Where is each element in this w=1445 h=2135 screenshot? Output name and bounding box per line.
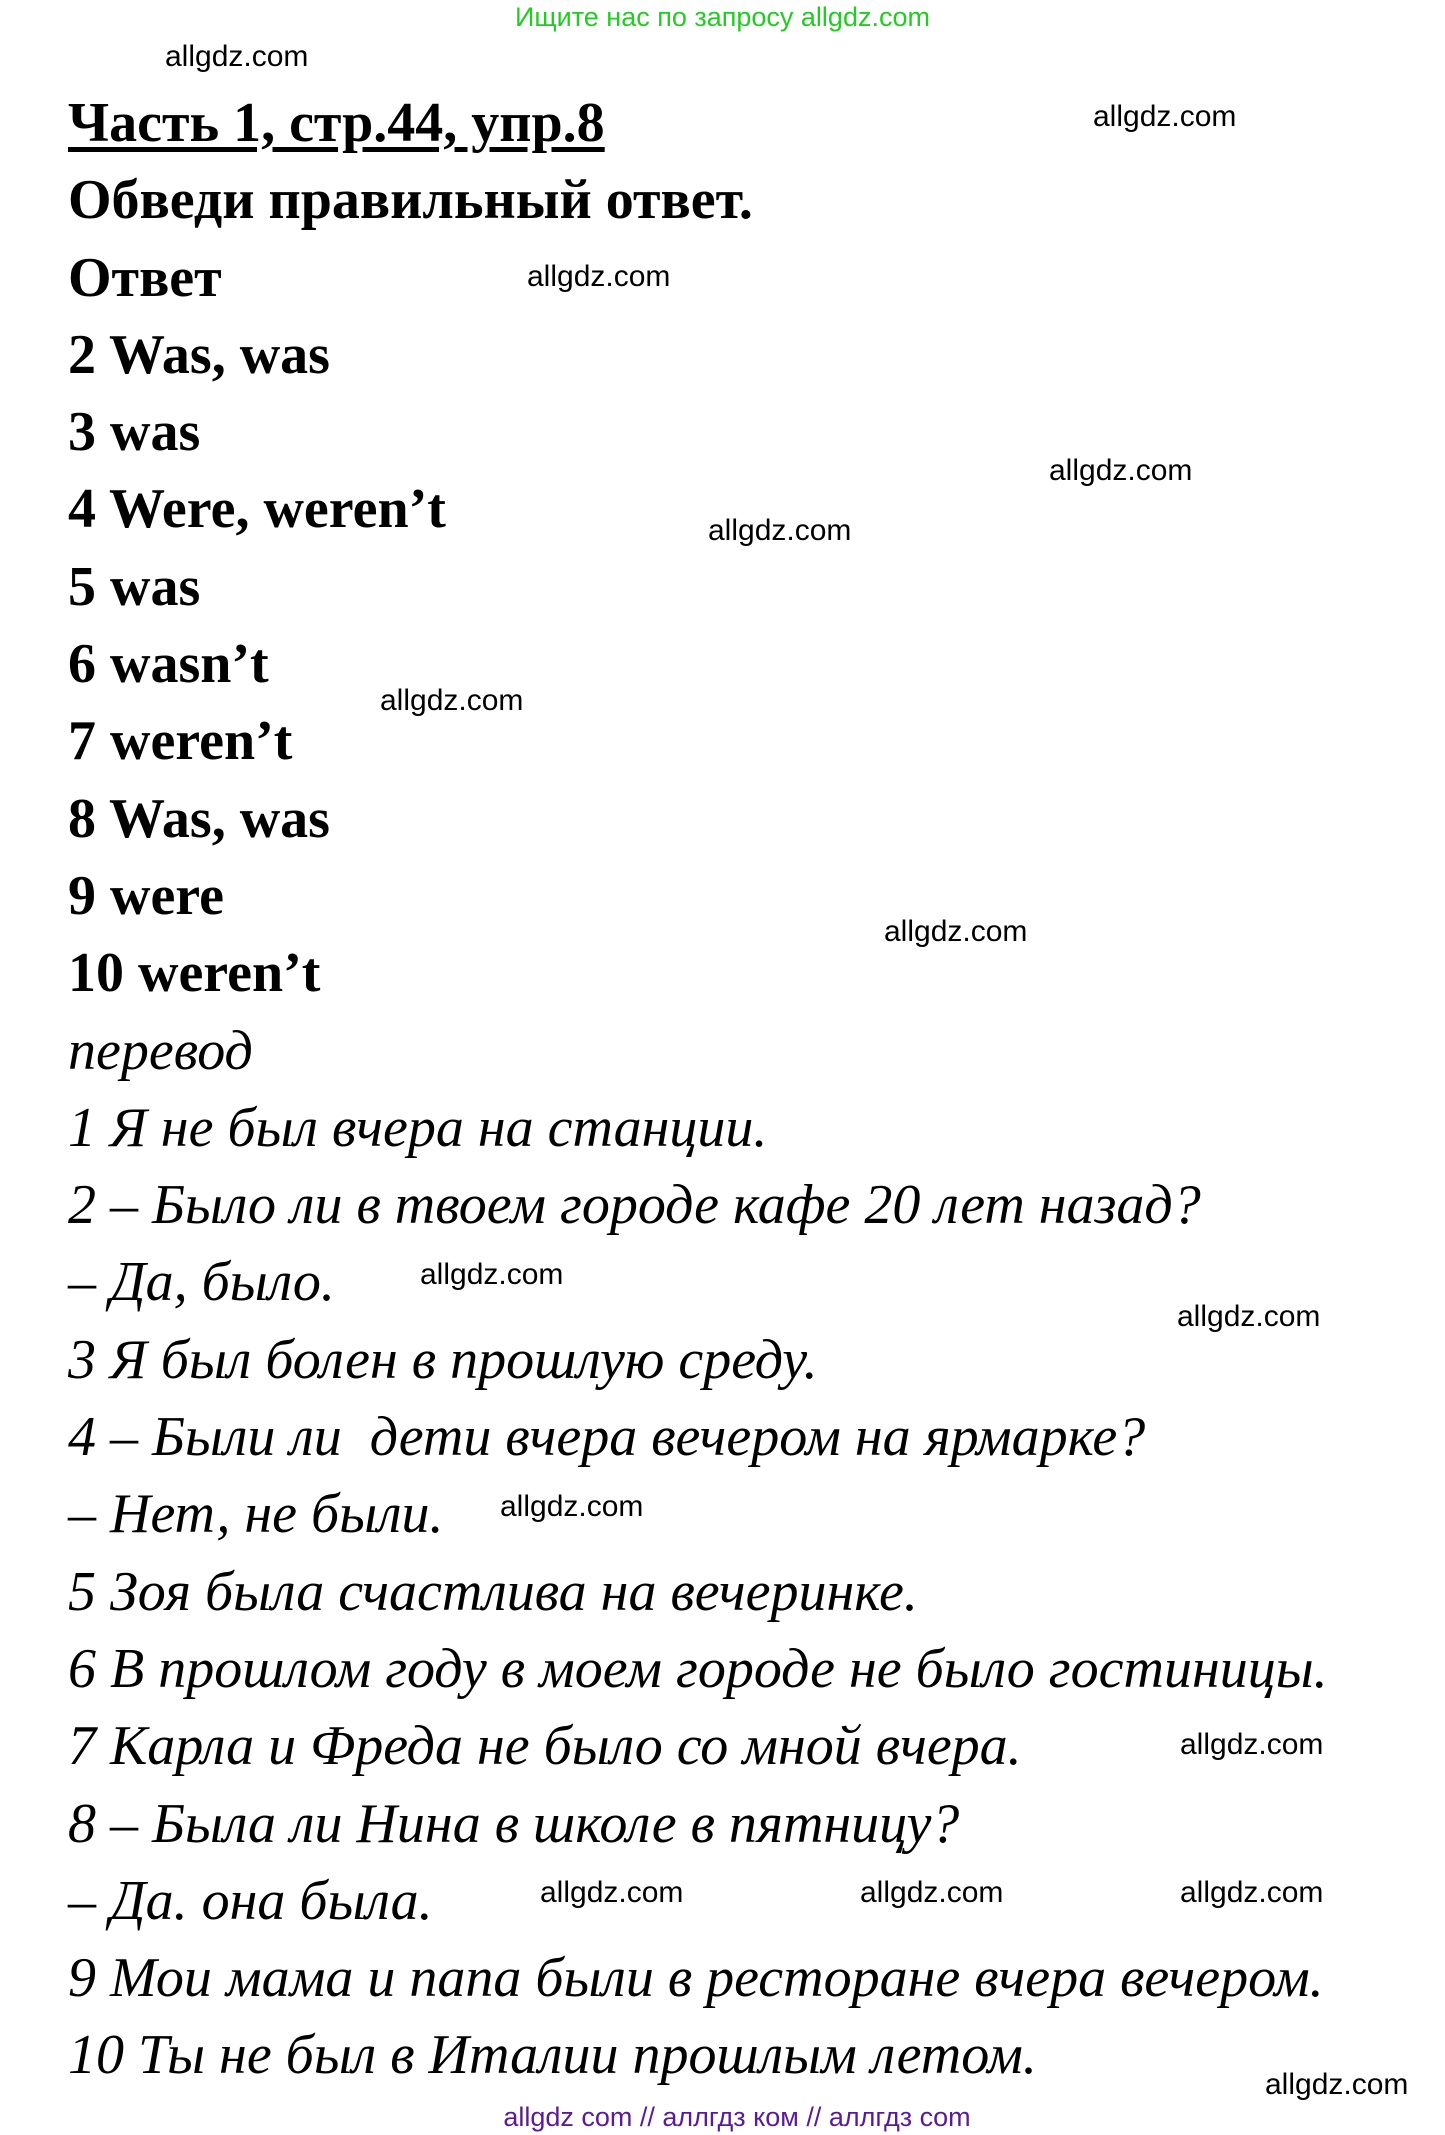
watermark: allgdz.com: [540, 1876, 684, 1909]
watermark: allgdz.com: [860, 1876, 1004, 1909]
watermark: allgdz.com: [380, 684, 524, 717]
exercise-content: [68, 85, 1328, 2095]
watermark: allgdz.com: [1049, 454, 1193, 487]
answer-line: 2 Was, was: [68, 323, 330, 386]
watermark: allgdz.com: [1180, 1728, 1324, 1761]
watermark: allgdz.com: [1093, 100, 1237, 133]
watermark: allgdz.com: [708, 514, 852, 547]
watermark: allgdz.com: [1180, 1876, 1324, 1909]
translation-line: 5 Зоя была счастлива на вечеринке.: [68, 1560, 918, 1623]
answer-line: 8 Was, was: [68, 787, 330, 850]
watermark: allgdz.com: [420, 1258, 564, 1291]
answer-line: 9 were: [68, 864, 224, 927]
translation-line: – Да. она была.: [68, 1869, 433, 1932]
translation-line: 2 – Было ли в твоем городе кафе 20 лет назад?: [68, 1174, 1201, 1237]
translation-line: – Да, было.: [68, 1251, 335, 1314]
translation-line: 9 Мои мама и папа были в ресторане вчера вечером.: [68, 1947, 1324, 2010]
translation-line: 1 Я не был вчера на станции.: [68, 1096, 768, 1159]
footer-banner: allgdz com // аллгдз ком // аллгдз com: [503, 2102, 971, 2132]
translation-label: перевод: [68, 1019, 253, 1082]
search-banner: Ищите нас по запросу allgdz.com: [515, 2, 930, 32]
answer-line: 3 was: [68, 401, 201, 464]
translation-line: 10 Ты не был в Италии прошлым летом.: [68, 2024, 1037, 2087]
translation-line: 3 Я был болен в прошлую среду.: [68, 1328, 818, 1391]
translation-line: 7 Карла и Фреда не было со мной вчера.: [68, 1715, 1022, 1778]
translation-line: 8 – Была ли Нина в школе в пятницу?: [68, 1792, 960, 1855]
translation-line: 6 В прошлом году в моем городе не было гостиницы.: [68, 1637, 1328, 1700]
instruction: Обведи правильный ответ.: [68, 169, 753, 232]
answer-line: 4 Were, weren’t: [68, 478, 446, 541]
answer-line: 10 weren’t: [68, 942, 321, 1005]
answer-line: 6 wasn’t: [68, 633, 269, 696]
answer-label: Ответ: [68, 246, 222, 309]
watermark: allgdz.com: [527, 260, 671, 293]
answer-line: 7 weren’t: [68, 710, 293, 773]
watermark: allgdz.com: [1177, 1300, 1321, 1333]
watermark: allgdz.com: [1265, 2068, 1409, 2101]
answer-line: 5 was: [68, 555, 201, 618]
exercise-title: Часть 1, стр.44, упр.8: [68, 92, 605, 154]
translation-line: – Нет, не были.: [68, 1483, 444, 1546]
watermark: allgdz.com: [884, 915, 1028, 948]
watermark: allgdz.com: [500, 1490, 644, 1523]
watermark: allgdz.com: [165, 40, 309, 73]
translation-line: 4 – Были ли дети вчера вечером на ярмарке?: [68, 1406, 1146, 1469]
